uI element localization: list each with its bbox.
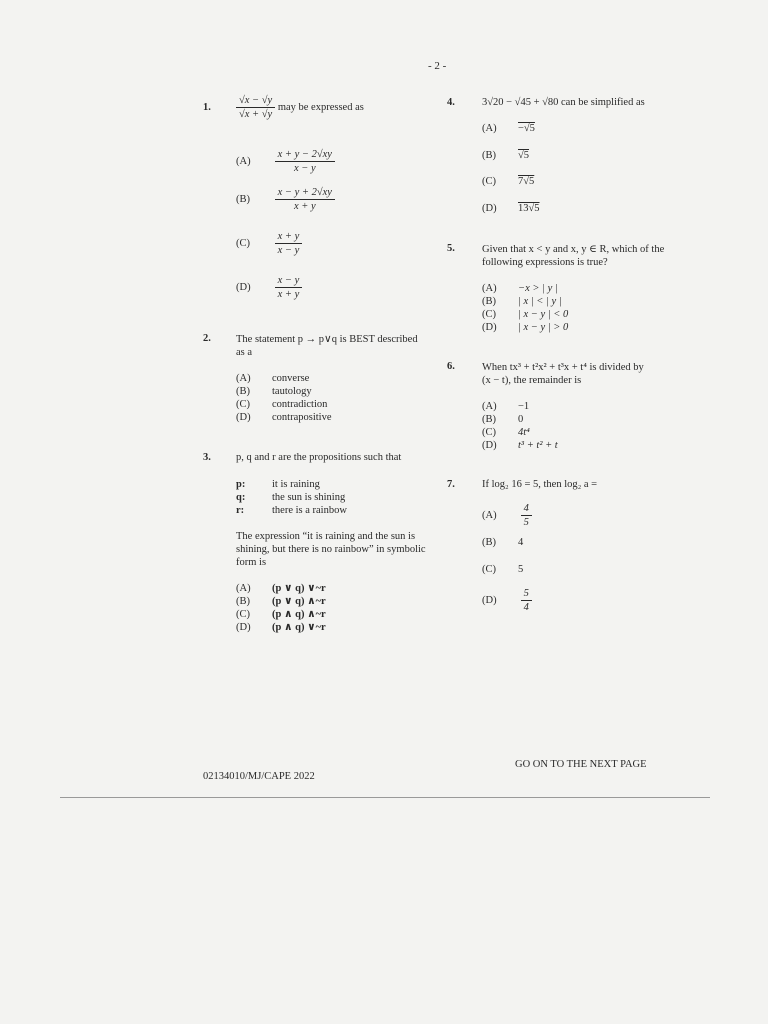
option-d[interactable]: (D) | x − y | > 0: [482, 322, 569, 333]
option-b[interactable]: (B) √5: [482, 150, 530, 161]
option-a[interactable]: (A) converse: [236, 373, 310, 384]
option-b[interactable]: (B) 0: [482, 414, 524, 425]
question-number: 5.: [447, 243, 455, 254]
option-c[interactable]: (C) contradiction: [236, 399, 328, 410]
option-c[interactable]: (C) 7√5: [482, 176, 535, 187]
question-stem: The statement p → p∨q is BEST described as a: [236, 334, 418, 358]
question-number: 2.: [203, 333, 211, 344]
option-a[interactable]: (A) −√5: [482, 123, 535, 134]
option-c[interactable]: (C) 4t⁴: [482, 427, 530, 438]
option-d[interactable]: (D) (p ∧ q) ∨~r: [236, 622, 326, 633]
question-stem: p, q and r are the propositions such that: [236, 452, 402, 463]
options-list: [236, 582, 326, 634]
footer-rule: [60, 797, 710, 798]
proposition-q: q: the sun is shining: [236, 492, 346, 503]
option-a[interactable]: (A) −x > | y |: [482, 283, 558, 294]
question-stem: When tx³ + t²x² + t³x + t⁴ is divided by (x − t), the remainder is: [482, 362, 644, 386]
question-stem: Given that x < y and x, y ∈ R, which of the following expressions is true?: [482, 244, 665, 268]
option-d[interactable]: (D) $\frac{x - y}{x + y}$: [236, 274, 302, 301]
option-d[interactable]: (D) t³ + t² + t: [482, 440, 558, 451]
option-b[interactable]: (B) $\frac{x - y + 2√xy}{x + y}$: [236, 186, 335, 213]
stem-fraction: $\frac{√x - √y}{√x + √y}$: [236, 94, 275, 121]
page-number: - 2 -: [428, 60, 447, 72]
option-a[interactable]: (A) $\frac{x + y - 2√xy}{x - y}$: [236, 148, 335, 175]
option-c[interactable]: (C) $\frac{x + y}{x - y}$: [236, 230, 302, 257]
options-list: [482, 400, 558, 452]
question-number: 3.: [203, 452, 211, 463]
question-stem: 3√20 − √45 + √80 can be simplified as: [482, 97, 645, 108]
question-number: 1.: [203, 102, 211, 113]
option-b[interactable]: (B) (p ∨ q) ∧~r: [236, 596, 326, 607]
option-c[interactable]: (C) (p ∧ q) ∧~r: [236, 609, 326, 620]
option-b[interactable]: (B) | x | < | y |: [482, 296, 562, 307]
question-stem: $\frac{√x - √y}{√x + √y}$ may be expressed as: [236, 94, 364, 121]
question-stem: If log₂ 16 = 5, then log₂ a =: [482, 479, 598, 490]
option-a[interactable]: (A) (p ∨ q) ∨~r: [236, 583, 326, 594]
question-number: 6.: [447, 361, 455, 372]
option-d[interactable]: (D) contrapositive: [236, 412, 332, 423]
options-list: [482, 282, 568, 334]
option-a[interactable]: (A) −1: [482, 401, 530, 412]
option-c[interactable]: (C) 5: [482, 564, 524, 575]
option-b[interactable]: (B) tautology: [236, 386, 312, 397]
propositions-list: [236, 478, 347, 517]
option-b[interactable]: (B) 4: [482, 537, 524, 548]
question-number: 4.: [447, 97, 455, 108]
option-d[interactable]: (D) $\frac{5}{4}$: [482, 587, 532, 614]
proposition-p: p: it is raining: [236, 479, 320, 490]
option-c[interactable]: (C) | x − y | < 0: [482, 309, 569, 320]
proposition-r: r: there is a rainbow: [236, 505, 347, 516]
next-page-notice: GO ON TO THE NEXT PAGE: [515, 759, 647, 770]
option-d[interactable]: (D) 13√5: [482, 203, 540, 214]
option-a[interactable]: (A) $\frac{4}{5}$: [482, 502, 532, 529]
paper-code: 02134010/MJ/CAPE 2022: [203, 771, 315, 782]
question-number: 7.: [447, 479, 455, 490]
options-list: [236, 372, 331, 424]
expression-text: The expression “it is raining and the sun is shining, but there is no rainbow” in symbolic form is: [236, 531, 426, 568]
